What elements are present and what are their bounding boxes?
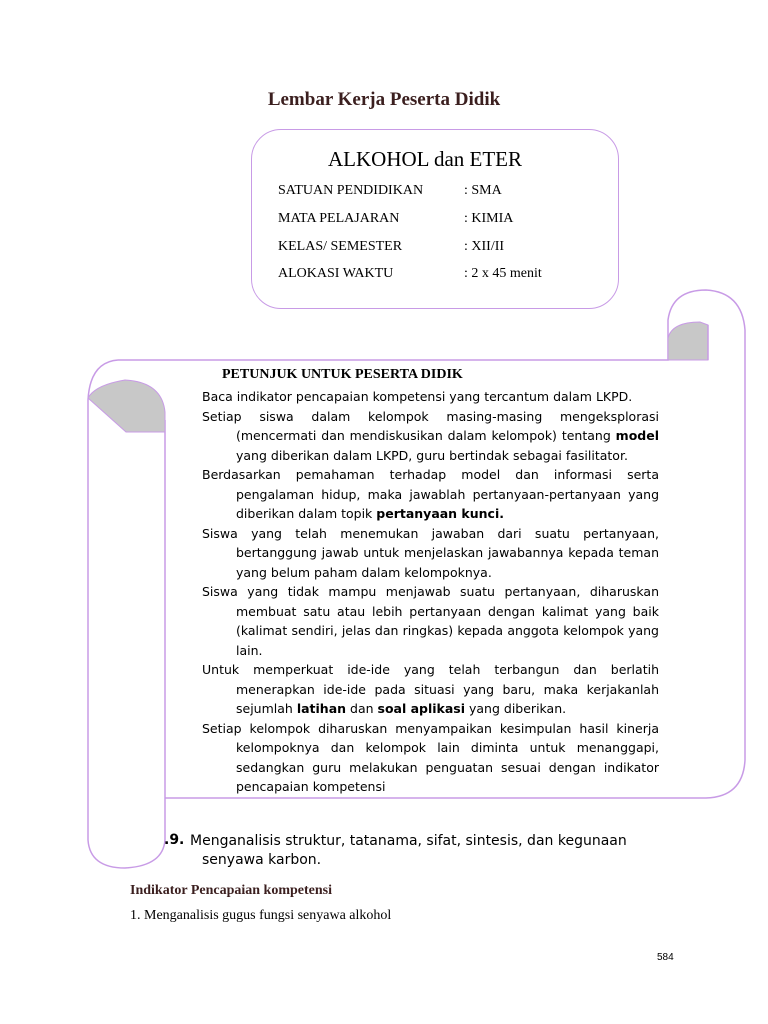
instruction-item: Siswa yang tidak mampu menjawab suatu pertanyaan, diharuskan membuat satu atau lebih pertanyaan dengan kalimat yang baik (kalimat sendiri, jelas dan ringkas) kepada anggota kelompok yang lain. <box>202 584 659 658</box>
page-number: 584 <box>657 952 674 963</box>
instructions-heading: PETUNJUK UNTUK PESERTA DIDIK <box>222 367 463 382</box>
info-label: ALOKASI WAKTU <box>278 266 394 281</box>
competency-number: .9. <box>164 832 185 848</box>
info-label: MATA PELAJARAN <box>278 211 400 226</box>
info-value: : SMA <box>464 183 502 198</box>
info-label: KELAS/ SEMESTER <box>278 239 403 254</box>
scroll-left-curl <box>88 380 165 432</box>
info-value: : XII/II <box>464 239 505 254</box>
indicator-item: 1. Menganalisis gugus fungsi senyawa alkohol <box>130 908 392 923</box>
scroll-right-curl <box>668 322 708 360</box>
info-value: : KIMIA <box>464 211 514 226</box>
instruction-list <box>202 387 659 797</box>
instruction-item: Berdasarkan pemahaman terhadap model dan informasi serta pengalaman hidup, maka jawablah pertanyaan-pertanyaan yang diberikan dalam topik pertanyaan kunci. <box>202 467 659 521</box>
scroll-left-roll <box>88 360 165 868</box>
topic-heading: ALKOHOL dan ETER <box>328 147 523 171</box>
instruction-item: Baca indikator pencapaian kompetensi yang tercantum dalam LKPD. <box>202 389 633 404</box>
instruction-item: Setiap siswa dalam kelompok masing-masing mengeksplorasi (mencermati dan mendiskusikan dalam kelompok) tentang model yang diberikan dalam LKPD, guru bertindak sebagai fasilitator. <box>202 408 659 463</box>
competency-text: Menganalisis struktur, tatanama, sifat, sintesis, dan kegunaan senyawa karbon. <box>190 833 627 868</box>
info-label: SATUAN PENDIDIKAN <box>278 183 424 198</box>
instruction-item: Setiap kelompok diharuskan menyampaikan kesimpulan hasil kinerja kelompoknya dan kelompok lain diminta untuk menanggapi, sedangkan guru melakukan penguatan sesuai dengan indikator pencapaian kompetensi <box>202 720 659 794</box>
info-value: : 2 x 45 menit <box>464 266 542 281</box>
indicator-heading: Indikator Pencapaian kompetensi <box>130 883 332 898</box>
instruction-item: Siswa yang telah menemukan jawaban dari suatu pertanyaan, bertanggung jawab untuk menjelaskan jawabannya kepada teman yang belum paham dalam kelompoknya. <box>202 525 659 580</box>
document-title: Lembar Kerja Peserta Didik <box>267 89 501 110</box>
instruction-item: Untuk memperkuat ide-ide yang telah terbangun dan berlatih menerapkan ide-ide pada situasi yang baru, maka kerjakanlah sejumlah latihan dan soal aplikasi yang diberikan. <box>202 662 659 716</box>
